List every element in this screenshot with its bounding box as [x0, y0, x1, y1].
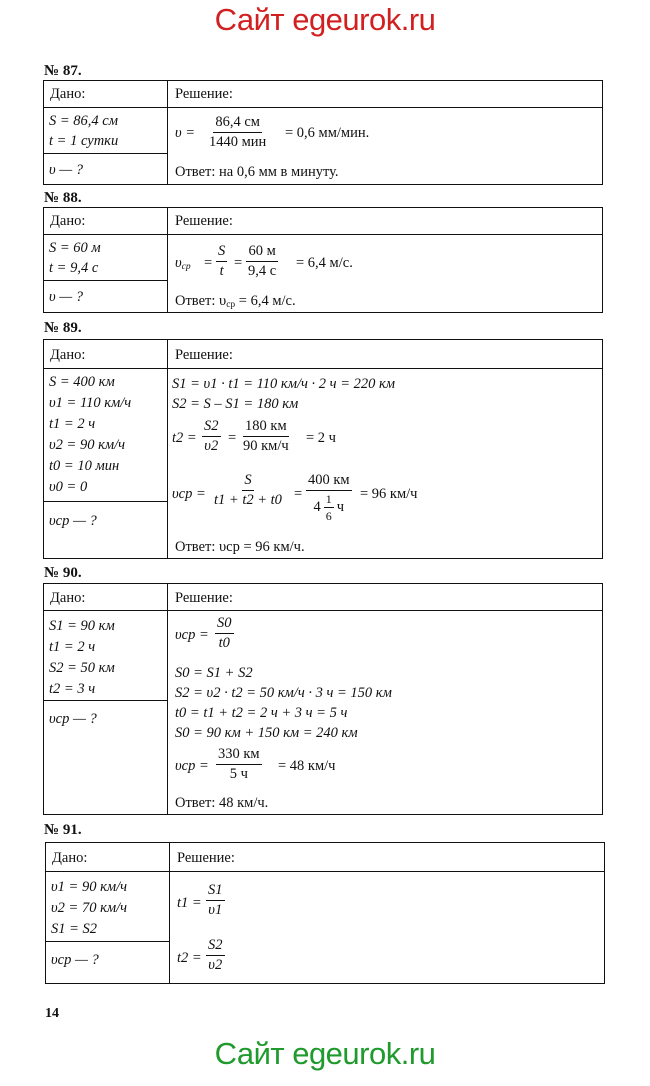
solution-line: S1 = υ1 · t1 = 110 км/ч · 2 ч = 220 км — [172, 376, 396, 392]
given-line: t = 9,4 с — [49, 260, 99, 276]
given-line: υ1 = 110 км/ч — [49, 395, 132, 411]
given-line: t = 1 сутки — [49, 133, 119, 149]
equation-lhs: υ = — [175, 125, 196, 141]
given-header: Дано: — [50, 347, 86, 363]
find-line: υср — ? — [51, 952, 99, 968]
equation-lhs: $\upsilon_{ср}$ — [175, 255, 191, 272]
fraction: 330 км 5 ч — [218, 746, 260, 782]
solution-line: t0 = t1 + t2 = 2 ч + 3 ч = 5 ч — [175, 705, 348, 721]
given-line: t1 = 2 ч — [49, 416, 96, 432]
given-line: S1 = S2 — [51, 921, 98, 937]
equation-rhs: = 6,4 м/с. — [296, 255, 353, 271]
problem-90-number: № 90. — [44, 565, 82, 581]
site-watermark-bottom: Сайт egeurok.ru — [214, 1036, 436, 1071]
fraction: 60 м 9,4 с — [248, 243, 277, 279]
page-number: 14 — [45, 1006, 59, 1021]
given-line: t2 = 3 ч — [49, 681, 96, 697]
equation-lhs: υср = — [175, 627, 209, 643]
fraction: $\frac{S}{t1 + t2 + t0}$ — [214, 472, 282, 508]
given-line: υ2 = 70 км/ч — [51, 900, 128, 916]
answer-line: Ответ: υср = 96 км/ч. — [175, 539, 305, 555]
fraction: $\frac{S0}{t0}$ — [217, 615, 232, 651]
fraction: 86,4 см 1440 мин — [209, 114, 267, 150]
equation-lhs: t1 = — [177, 895, 202, 911]
equation-lhs: t2 = — [177, 950, 202, 966]
fraction: $\frac{S2}{\upsilon 2}$ — [208, 937, 223, 973]
given-line: S = 60 м — [49, 240, 101, 256]
solution-line: S0 = 90 км + 150 км = 240 км — [175, 725, 358, 741]
answer-line: Ответ: 48 км/ч. — [175, 795, 269, 811]
fraction: 400 км 4 $\frac{1}{6}$ ч — [308, 472, 350, 523]
solution-header: Решение: — [175, 213, 233, 229]
site-watermark-top: Сайт egeurok.ru — [214, 2, 436, 37]
problem-87-number: № 87. — [44, 63, 82, 79]
answer-line: Ответ: на 0,6 мм в минуту. — [175, 164, 339, 180]
solution-header: Решение: — [175, 590, 233, 606]
problem-91-number: № 91. — [44, 822, 82, 838]
find-line: υ — ? — [49, 162, 84, 178]
equation-equals: = — [228, 430, 237, 446]
find-line: υср — ? — [49, 711, 97, 727]
solution-line: S0 = S1 + S2 — [175, 665, 253, 681]
solution-line: S2 = S – S1 = 180 км — [172, 396, 299, 412]
solution-header: Решение: — [175, 86, 233, 102]
given-header: Дано: — [50, 590, 86, 606]
answer-line: Ответ: $\upsilon_{ср} = 6,4$ м/с. — [175, 293, 296, 310]
equation-lhs: υср = — [175, 758, 209, 774]
given-line: S2 = 50 км — [49, 660, 115, 676]
given-line: υ0 = 0 — [49, 479, 88, 495]
equation-rhs: = 0,6 мм/мин. — [285, 125, 370, 141]
solution-header: Решение: — [175, 347, 233, 363]
given-header: Дано: — [50, 86, 86, 102]
given-line: υ1 = 90 км/ч — [51, 879, 128, 895]
equation-rhs: = 48 км/ч — [278, 758, 336, 774]
given-line: S = 400 км — [49, 374, 115, 390]
equation-lhs: υср = — [172, 486, 206, 502]
problem-88-number: № 88. — [44, 190, 82, 206]
equation-rhs: = 96 км/ч — [360, 486, 418, 502]
equation-rhs: = 2 ч — [306, 430, 336, 446]
equation-lhs: t2 = — [172, 430, 197, 446]
find-line: υ — ? — [49, 289, 84, 305]
given-header: Дано: — [52, 850, 88, 866]
fraction: $\frac{S2}{\upsilon 2}$ — [204, 418, 219, 454]
problem-90-table — [43, 583, 603, 815]
find-line: υср — ? — [49, 513, 97, 529]
problem-89-number: № 89. — [44, 320, 82, 336]
solution-line: S2 = υ2 · t2 = 50 км/ч · 3 ч = 150 км — [175, 685, 392, 701]
fraction: $\frac{S1}{\upsilon 1}$ — [208, 882, 223, 918]
fraction: $\frac{S}{t}$ — [218, 243, 226, 279]
problem-91-table — [45, 842, 605, 984]
given-line: t1 = 2 ч — [49, 639, 96, 655]
problem-87-table — [43, 80, 603, 185]
given-line: S1 = 90 км — [49, 618, 115, 634]
equation-equals: = — [234, 255, 243, 271]
equation-equals: = — [204, 255, 213, 271]
given-line: t0 = 10 мин — [49, 458, 120, 474]
given-line: S = 86,4 см — [49, 113, 118, 129]
problem-88-table — [43, 207, 603, 313]
problem-89-table — [43, 339, 603, 559]
given-header: Дано: — [50, 213, 86, 229]
solution-header: Решение: — [177, 850, 235, 866]
equation-equals: = — [294, 486, 303, 502]
fraction: 180 км 90 км/ч — [243, 418, 289, 454]
given-line: υ2 = 90 км/ч — [49, 437, 126, 453]
